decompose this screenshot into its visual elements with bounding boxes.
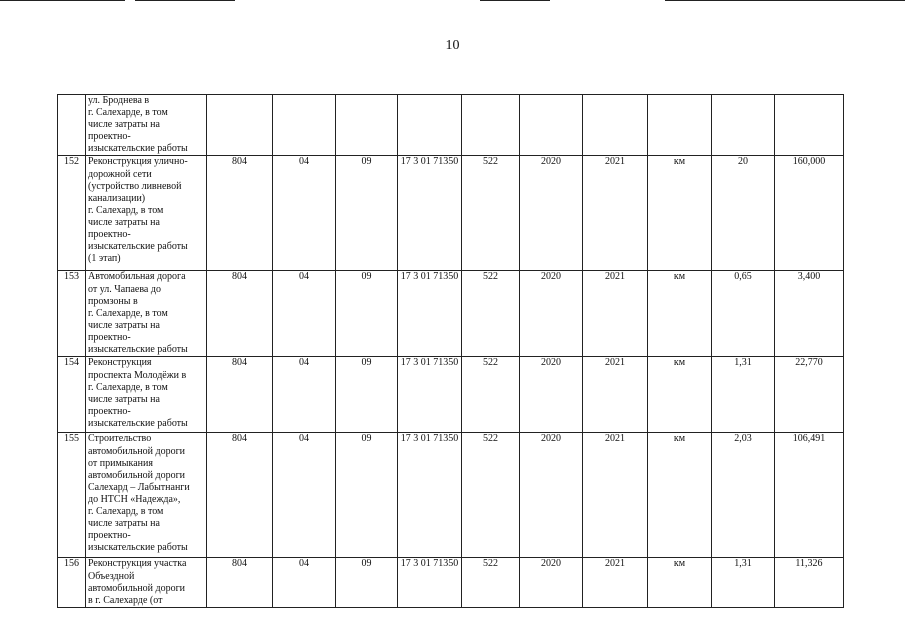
row-number-cell: 154 <box>58 357 86 433</box>
value-cell: 2020 <box>520 271 583 357</box>
value-cell <box>398 95 462 156</box>
value-cell: 804 <box>207 558 273 607</box>
top-edge-line <box>135 0 235 1</box>
value-cell: 2020 <box>520 433 583 558</box>
value-cell: 804 <box>207 271 273 357</box>
value-cell: 04 <box>273 433 336 558</box>
description-text: Реконструкция проспекта Молодёжи в г. Салехарде, в том числе затраты на проектно- изыскательские работы <box>88 357 188 429</box>
row-number-cell: 152 <box>58 156 86 271</box>
value-cell: 1,31 <box>712 558 775 607</box>
value-cell: 522 <box>462 357 520 433</box>
value-cell: 09 <box>336 271 398 357</box>
value-cell: 522 <box>462 271 520 357</box>
description-cell <box>86 271 207 357</box>
value-cell: 04 <box>273 156 336 271</box>
value-cell: 1,31 <box>712 357 775 433</box>
description-cell <box>86 156 207 271</box>
table-row <box>58 433 844 558</box>
value-cell: 2020 <box>520 357 583 433</box>
value-cell <box>273 95 336 156</box>
value-cell: 2021 <box>583 558 648 607</box>
description-cell <box>86 558 207 607</box>
value-cell: 22,770 <box>775 357 844 433</box>
unit-cell: км <box>648 271 712 357</box>
value-cell: 04 <box>273 357 336 433</box>
table-row <box>58 558 844 607</box>
value-cell <box>583 95 648 156</box>
description-text: Реконструкция участка Объездной автомобильной дороги в г. Салехарде (от <box>88 558 187 606</box>
budget-table <box>57 94 844 608</box>
description-text: Строительство автомобильной дороги от примыкания автомобильной дороги Салехард – Лабытнанги до НТСН «Надежда», г. Салехард, в том числе затраты на проектно- изыскательские работы <box>88 433 190 554</box>
value-cell: 2021 <box>583 357 648 433</box>
row-number-cell: 153 <box>58 271 86 357</box>
row-number-cell: 156 <box>58 558 86 607</box>
value-cell: 09 <box>336 156 398 271</box>
value-cell <box>712 95 775 156</box>
value-cell: 09 <box>336 433 398 558</box>
top-edge-line <box>480 0 550 1</box>
value-cell: 09 <box>336 558 398 607</box>
value-cell: 522 <box>462 433 520 558</box>
value-cell: 804 <box>207 433 273 558</box>
value-cell: 17 3 01 71350 <box>398 271 462 357</box>
value-cell <box>775 95 844 156</box>
unit-cell <box>648 95 712 156</box>
table-body <box>58 95 844 608</box>
value-cell: 804 <box>207 156 273 271</box>
value-cell: 20 <box>712 156 775 271</box>
value-cell: 160,000 <box>775 156 844 271</box>
description-text: Автомобильная дорога от ул. Чапаева до промзоны в г. Салехарде, в том числе затраты на проектно- изыскательские работы <box>88 271 188 356</box>
value-cell: 17 3 01 71350 <box>398 156 462 271</box>
description-cell <box>86 357 207 433</box>
value-cell: 17 3 01 71350 <box>398 558 462 607</box>
unit-cell: км <box>648 156 712 271</box>
unit-cell: км <box>648 433 712 558</box>
unit-cell: км <box>648 558 712 607</box>
value-cell: 09 <box>336 357 398 433</box>
value-cell: 106,491 <box>775 433 844 558</box>
value-cell: 522 <box>462 156 520 271</box>
value-cell: 2,03 <box>712 433 775 558</box>
value-cell: 2020 <box>520 558 583 607</box>
value-cell <box>207 95 273 156</box>
value-cell: 17 3 01 71350 <box>398 357 462 433</box>
top-edge-line <box>665 0 905 1</box>
value-cell: 17 3 01 71350 <box>398 433 462 558</box>
value-cell: 2021 <box>583 156 648 271</box>
table-row <box>58 95 844 156</box>
row-number-cell <box>58 95 86 156</box>
page-number: 10 <box>445 38 460 53</box>
top-edge-line <box>0 0 125 1</box>
value-cell: 2021 <box>583 433 648 558</box>
description-cell <box>86 95 207 156</box>
value-cell: 2020 <box>520 156 583 271</box>
value-cell <box>336 95 398 156</box>
value-cell: 522 <box>462 558 520 607</box>
value-cell: 2021 <box>583 271 648 357</box>
description-cell <box>86 433 207 558</box>
value-cell: 11,326 <box>775 558 844 607</box>
value-cell <box>462 95 520 156</box>
value-cell: 804 <box>207 357 273 433</box>
row-number-cell: 155 <box>58 433 86 558</box>
value-cell: 04 <box>273 558 336 607</box>
table-row <box>58 357 844 433</box>
value-cell: 3,400 <box>775 271 844 357</box>
description-text: ул. Броднева в г. Салехарде, в том числе затраты на проектно- изыскательские работы <box>88 95 188 155</box>
description-text: Реконструкция улично- дорожной сети (устройство ливневой канализации) г. Салехард, в том числе затраты на проектно- изыскательские работы (1 этап) <box>88 156 188 265</box>
value-cell: 0,65 <box>712 271 775 357</box>
value-cell <box>520 95 583 156</box>
unit-cell: км <box>648 357 712 433</box>
value-cell: 04 <box>273 271 336 357</box>
table-row <box>58 156 844 271</box>
table-row <box>58 271 844 357</box>
